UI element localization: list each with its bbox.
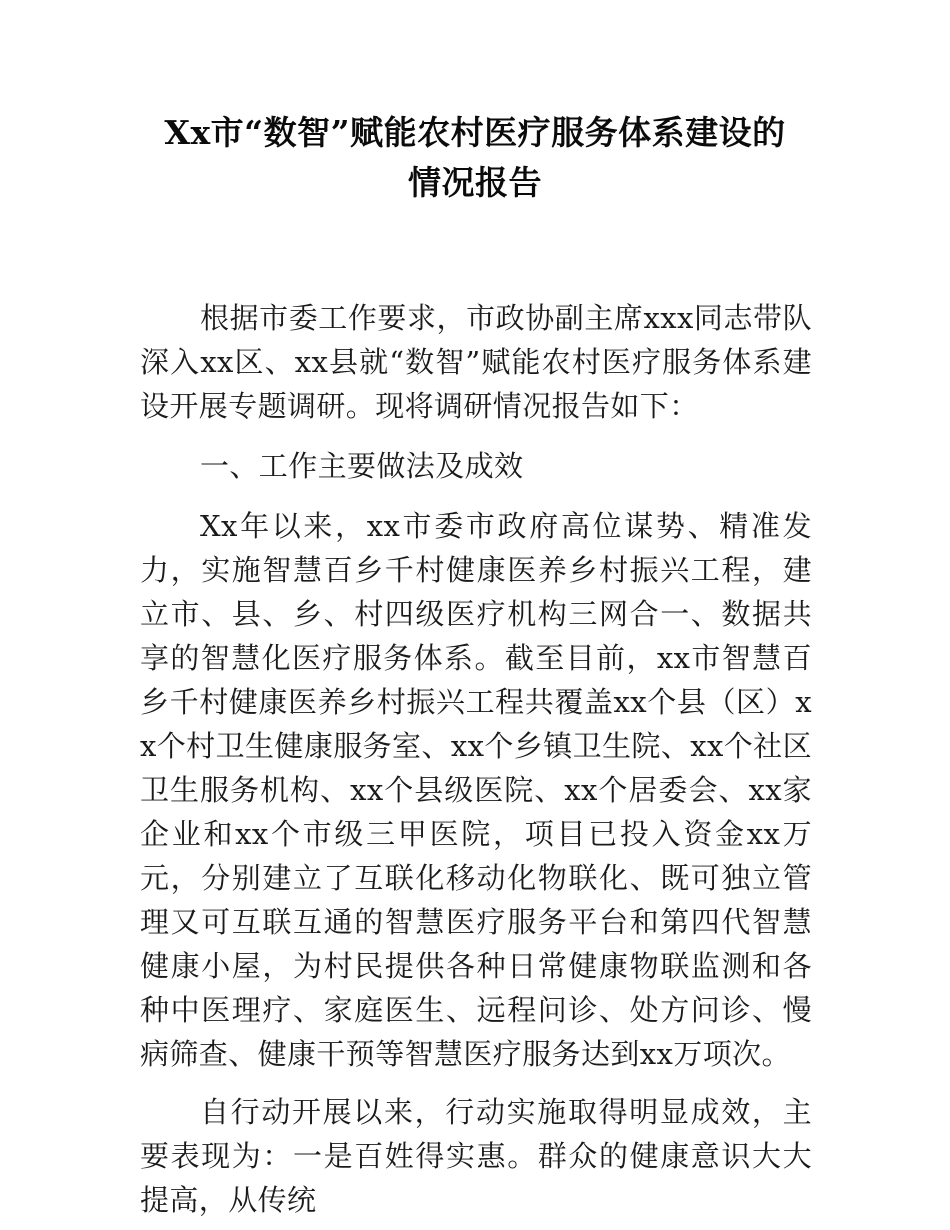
- document-body: [140, 296, 812, 1222]
- intro-paragraph: 根据市委工作要求，市政协副主席xxx同志带队深入xx区、xx县就“数智”赋能农村医疗服务体系建设开展专题调研。现将调研情况报告如下：: [140, 301, 812, 423]
- document-title: [140, 108, 810, 208]
- body-paragraph-2: 自行动开展以来，行动实施取得明显成效，主要表现为：一是百姓得实惠。群众的健康意识大大提高，从传统: [140, 1095, 812, 1217]
- document-title-line-2: 情况报告: [408, 163, 542, 202]
- document-title-line-1: Xx市“数智”赋能农村医疗服务体系建设的: [164, 113, 786, 152]
- body-paragraph-1: Xx年以来，xx市委市政府高位谋势、精准发力，实施智慧百乡千村健康医养乡村振兴工程，建立市、县、乡、村四级医疗机构三网合一、数据共享的智慧化医疗服务体系。截至目前，xx市智慧百乡千村健康医养乡村振兴工程共覆盖xx个县（区）xx个村卫生健康服务室、xx个乡镇卫生院、xx个社区卫生服务机构、xx个县级医院、xx个居委会、xx家企业和xx个市级三甲医院，项目已投入资金xx万元，分别建立了互联化移动化物联化、既可独立管理又可互联互通的智慧医疗服务平台和第四代智慧健康小屋，为村民提供各种日常健康物联监测和各种中医理疗、家庭医生、远程问诊、处方问诊、慢病筛查、健康干预等智慧医疗服务达到xx万项次。: [140, 509, 812, 1071]
- section-heading-1: 一、工作主要做法及成效: [200, 449, 524, 483]
